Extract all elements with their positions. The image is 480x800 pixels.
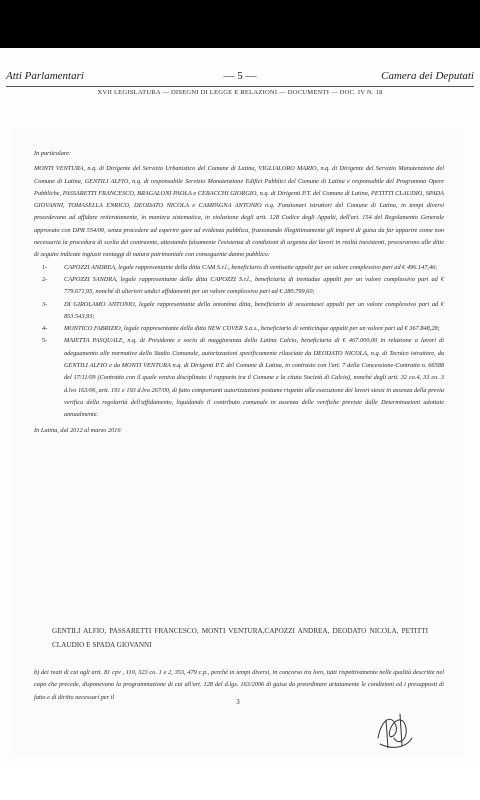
- list-item: 3- DI GIROLAMO ANTONIO, legale rappresentante della omonima ditta, beneficiario di sessantasei appalti per un valore complessivo pari ad € 853.543,93;: [42, 300, 444, 320]
- document-page: [0, 48, 480, 768]
- paragraph-1: MONTI VENTURA, n.q. di Dirigente del Servizio Urbanistico del Comune di Latina, VIGLIALORO MARIO, n.q. di Dirigente del Servizio Manutenzione del Comune di Latina, GENTILI ALFIO, n.q. di responsabile Servizio Manutenzione Edifici Pubblici del Comune di Latina e responsabile del Programma Opere Pubbliche, PASSARETTI FRANCESCO, BRAGALONI PAOLA e CERACCHI GIORGIO, n.q. di Dirigenti P.T. del Comune di Latina, PETITTI CLAUDIO, SPADA GIOVANNI, TOMASELLA ENRICO, DEODATO NICOLA e CAMPAGNA ANTONIO n.q. Funzionari istruttori del Comune di Latina, in tempi diversi procedevano ad affidare reiteratamente, in maniera sistematica, in violazione degli artt. 128 Codice degli Appalti, dell'art. 154 del Regolamento Generale approvato con DPR 554/00, senza procedere ad esperire gare ad evidenza pubblica, frazionando illegittimamente gli importi di guisa da far apparire come non necessaria la procedura di scelta del contraente, attestando falsamente l'esistenza di condizioni di urgenza dei lavori in realtà inesistenti, procurarono alle ditte di seguito indicate ingiusti vantaggi di natura patrimoniale con conseguente danno pubblico:: [34, 165, 444, 259]
- list-item: 2- CAPOZZI SANDRA, legale rappresentante della ditta CAPOZZI S.r.l., beneficiaria di trentadue appalti per un valore complessivo pari ad € 779.671,95, nonché di ulteriori undici affidamenti per un valore complessivo pari ad € 280.799,60;: [42, 275, 444, 296]
- signature-scribble: [372, 708, 416, 752]
- header-subline: XVII LEGISLATURA — DISEGNI DI LEGGE E RELAZIONI — DOCUMENTI — DOC. IV N. 18: [97, 89, 383, 96]
- body-text: [34, 148, 444, 437]
- page-header: [6, 70, 474, 84]
- header-left: Atti Parlamentari: [6, 70, 84, 82]
- list-item: 4- MONTICO FABRIZIO, legale rappresentante della ditta NEW COVER S.a.s., beneficiario di venticinque appalti per un valore pari ad € 367.848,28;: [42, 325, 440, 333]
- list-item: 5- MAIETTA PASQUALE, n.q. di Presidente e socio di maggioranza della Latina Calcio, beneficiaria di € 467.000,00 in relazione a lavori di adeguamento alle normative dello Stadio Comunale, autorizzazioni specificamente rilasciate da DEODATO NICOLA, n.q. di Tecnico istruttore, da GENTILI ALFIO e da MONTI VENTURA n.q. di Dirigenti P.T. del Comune di Latina, in contrasto con l'art. 7 della Concessione-Contratto n. 66588 del 17/11/09 (Contratto con il quale veniva disciplinato il rapporto tra il Comune e la citata Società di Calcio), nonché degli artt. 32 co.4, 33 co. 3 d.lvo 163/06, artt. 191 e 193 d.lvo 267/00, di fatto comportanti autorizzazioni postume rispetto alla esecuzione dei lavori stessi in assenza della previa verifica della regolarità dell'affidamento, liquidando il contributo comunale in assenza delle verifiche previste dalle Determinazioni adottate annualmente.: [42, 337, 444, 419]
- header-right: Camera dei Deputati: [381, 70, 474, 82]
- header-page-number: — 5 —: [223, 70, 257, 82]
- scanned-sheet: [12, 128, 464, 756]
- names-heading: GENTILI ALFIO, PASSARETTI FRANCESCO, MONTI VENTURA,CAPOZZI ANDREA, DEODATO NICOLA, PETITTI CLAUDIO E SPADA GIOVANNI: [52, 627, 428, 649]
- place-date-line: In Latina, dal 2012 al marzo 2016: [34, 426, 121, 434]
- paragraph-2: b) dei reati di cui agli artt. 81 cpv , 110, 323 co. 1 e 2, 353, 479 c.p., perché in tempi diversi, in concorso tra loro, tutti rispettivamente nelle qualità descritte nel capo che precede, disponevano la programmazione di cui all'art. 128 del d.lgs. 163/2006 di guisa da preordinare artatamente le condizioni ed i presupposti di fatto e di diritto necessari per il: [34, 669, 444, 701]
- inner-page-number: 3: [236, 698, 240, 706]
- beneficiary-list: [34, 262, 444, 422]
- top-black-bar: [0, 0, 480, 48]
- header-rule: [6, 86, 474, 87]
- intro-line: In particolare:: [34, 150, 72, 157]
- list-item: 1- CAPOZZI ANDREA, legale rappresentante della ditta CAM S.r.l., beneficiario di ventisette appalti per un valore complessivo pari ad € 496.147,46;: [42, 263, 438, 271]
